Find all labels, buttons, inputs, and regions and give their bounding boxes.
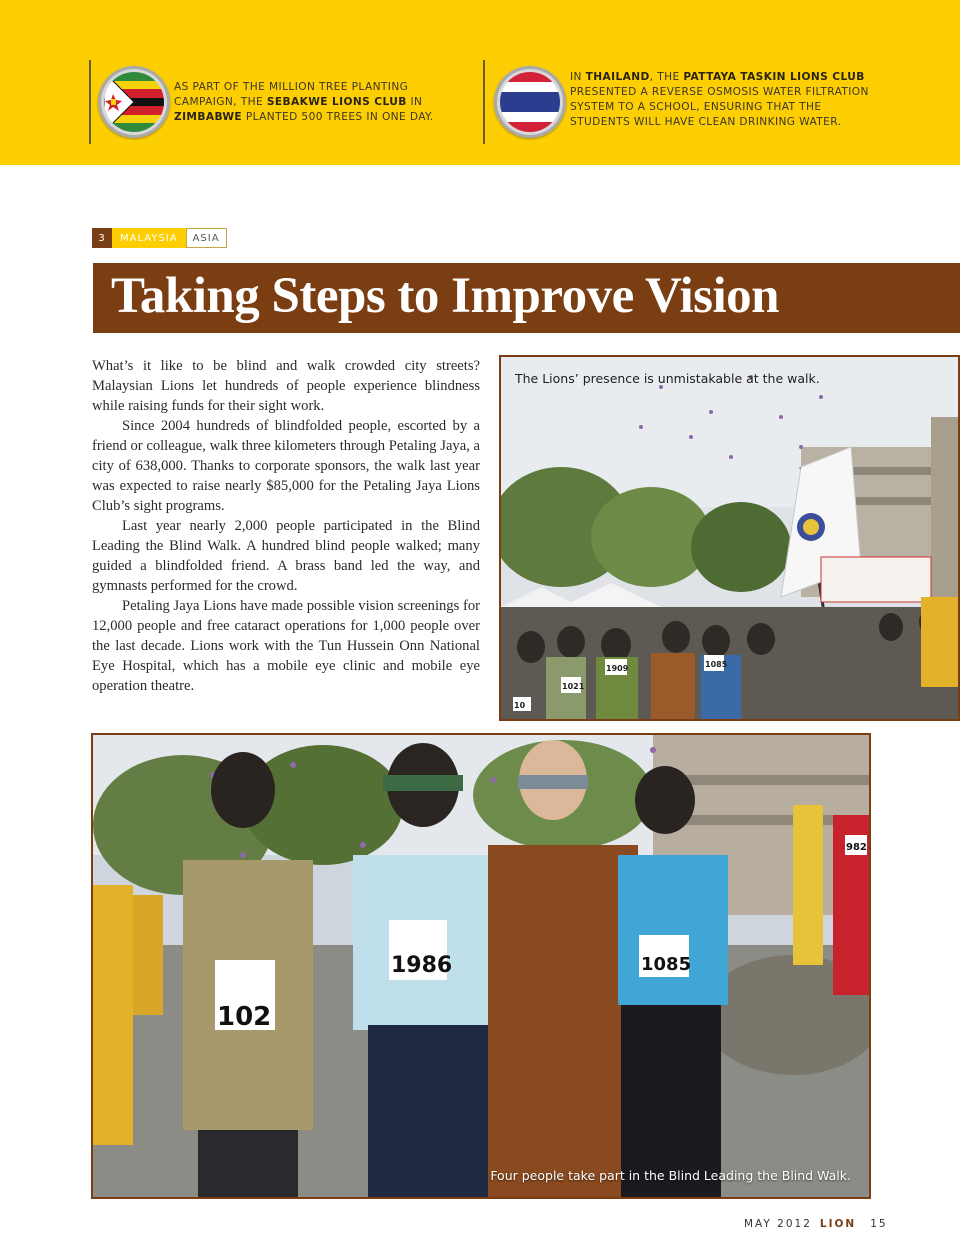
page-number: 15	[870, 1218, 888, 1230]
bib-number: 1085	[641, 954, 692, 975]
article-body	[92, 356, 480, 696]
paragraph: Last year nearly 2,000 people participated in the Blind Leading the Blind Walk. A hundred blind people walked; many guided a blindfolded friend. A brass band led the way, and gymnasts performed for the crowd.	[92, 518, 480, 594]
place-name: ZIMBABWE	[174, 111, 243, 123]
thailand-flag-icon	[494, 66, 566, 138]
magazine-name: LION	[819, 1218, 857, 1230]
divider	[483, 60, 485, 144]
section-region: ASIA	[186, 228, 227, 248]
news-text: IN	[570, 71, 586, 83]
bib-number: 102	[217, 1002, 272, 1032]
news-text: , THE	[649, 71, 684, 83]
paragraph: Petaling Jaya Lions have made possible vision screenings for 12,000 people and free cataract operations for 1,000 people over the last decade. Lions work with the Tun Hussein Onn National Eye Hospital, which has a mobile eye clinic and mobile eye operation theatre.	[92, 598, 480, 694]
news-band	[0, 0, 960, 165]
news-text: IN	[406, 96, 423, 108]
news-item-zimbabwe	[174, 80, 434, 125]
news-text: PLANTED 500 TREES IN ONE DAY.	[242, 111, 434, 123]
bib-number: 982	[846, 842, 867, 853]
news-item-thailand	[570, 70, 880, 130]
zimbabwe-flag-icon	[98, 66, 170, 138]
photo-blind-walk	[91, 733, 871, 1199]
page-footer	[744, 1218, 888, 1230]
headline-bar	[93, 263, 960, 333]
section-country: MALAYSIA	[112, 228, 186, 248]
bib-number: 1909	[606, 664, 629, 673]
news-text: AS PART OF THE MILLION TREE PLANTING CAMPAIGN, THE	[174, 81, 409, 108]
paragraph: Since 2004 hundreds of blindfolded people, escorted by a friend or colleague, walk three kilometers through Petaling Jaya, a city of 638,000. Thanks to corporate sponsors, the walk last year was expected to raise nearly $85,000 for the Petaling Jaya Lions Club’s sight programs.	[92, 418, 480, 514]
place-name: THAILAND	[585, 71, 650, 83]
issue-date: MAY 2012	[744, 1218, 812, 1230]
page-title: Taking Steps to Improve Vision	[111, 268, 780, 324]
bib-number: 1021	[562, 682, 585, 691]
photo-lions-walk	[499, 355, 960, 721]
club-name: SEBAKWE LIONS CLUB	[266, 96, 407, 108]
section-number: 3	[92, 228, 112, 248]
bib-number: 1085	[705, 660, 728, 669]
photo-caption: The Lions’ presence is unmistakable at the walk.	[515, 371, 820, 386]
news-text: PRESENTED A REVERSE OSMOSIS WATER FILTRATION SYSTEM TO A SCHOOL, ENSURING THAT THE STUDENTS WILL HAVE CLEAN DRINKING WATER.	[570, 86, 869, 128]
club-name: PATTAYA TASKIN LIONS CLUB	[683, 71, 865, 83]
paragraph: What’s it like to be blind and walk crowded city streets? Malaysian Lions let hundreds of people experience blindness while raising funds for their sight work.	[92, 358, 480, 414]
section-tag	[92, 228, 227, 248]
divider	[89, 60, 91, 144]
bib-number: 1986	[391, 953, 453, 978]
photo-caption: Four people take part in the Blind Leading the Blind Walk.	[490, 1168, 851, 1183]
bib-number: 10	[514, 701, 526, 710]
